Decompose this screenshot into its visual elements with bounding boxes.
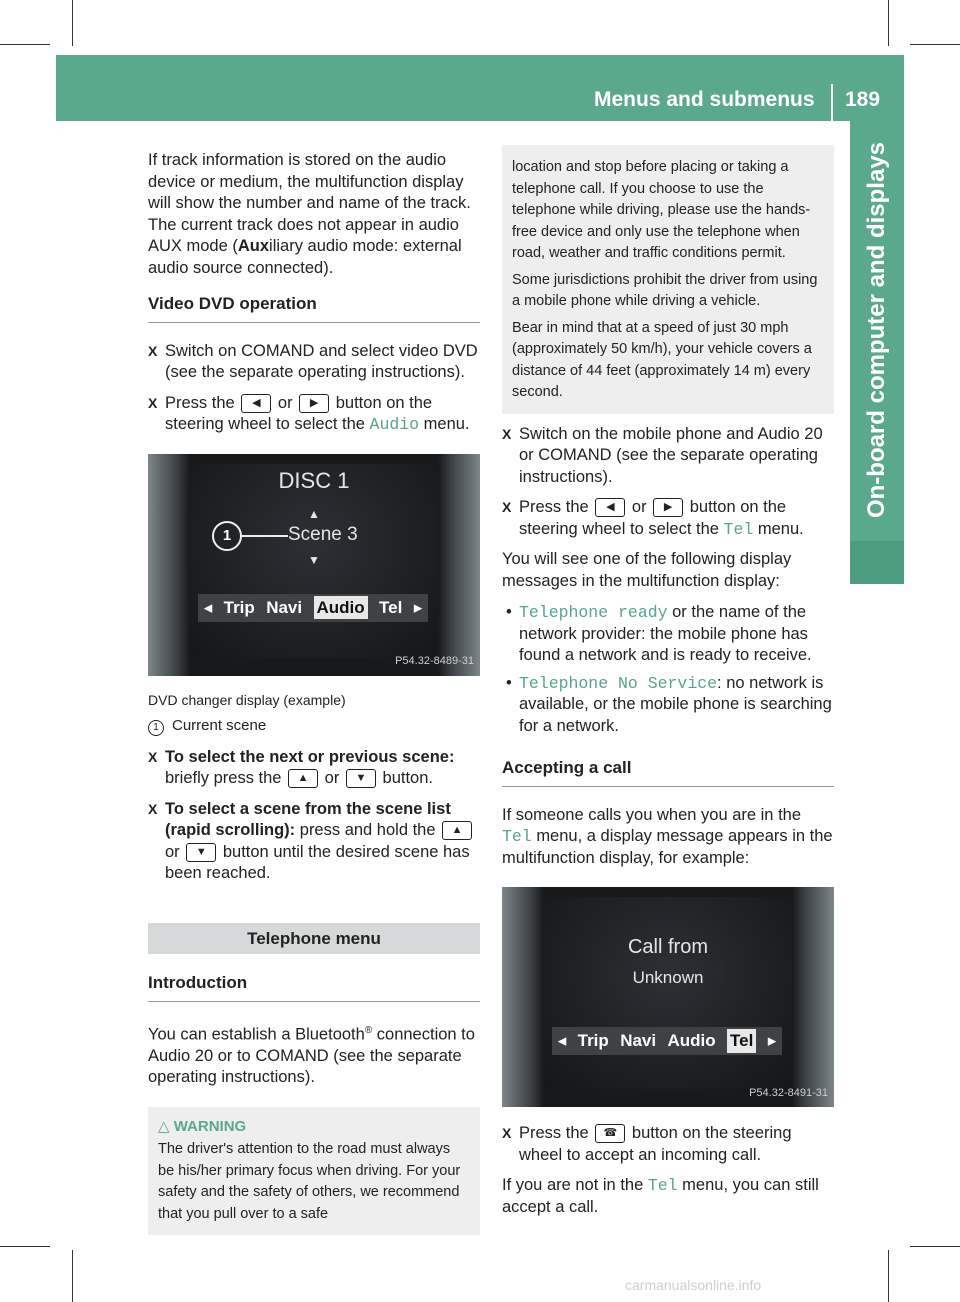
crop-mark	[0, 1246, 50, 1247]
menu-item-navi: Navi	[266, 597, 303, 617]
menu-item-trip: Trip	[577, 1031, 609, 1051]
bullet-item: • Telephone ready or the name of the network provider: the mobile phone has found a network and is ready to receive.	[506, 603, 812, 664]
crop-mark	[72, 1250, 73, 1302]
step-item: X Press the ◀ or ▶ button on the steering wheel to select the Audio menu.	[148, 393, 470, 434]
side-tab-block	[850, 541, 904, 584]
warning-text: Bear in mind that at a speed of just 30 mph (approximately 50 km/h), your vehicle covers a distance of 44 feet (approximately 14 m) every second.	[512, 319, 812, 400]
accept-paragraph: If someone calls you when you are in the Tel menu, a display message appears in the multifunction display, for example:	[502, 805, 833, 867]
image-code: P54.32-8489-31	[395, 655, 474, 667]
accepting-call-heading: Accepting a call	[502, 757, 834, 787]
crop-mark	[910, 1246, 960, 1247]
scroll-up-icon: ▲	[308, 506, 320, 521]
page-number: 189	[845, 88, 881, 111]
legend: 1 Current scene	[148, 715, 480, 737]
header-divider	[831, 84, 833, 121]
warning-box-continued	[502, 145, 834, 414]
image-code: P54.32-8491-31	[749, 1086, 828, 1099]
up-button-icon: ▲	[442, 821, 472, 840]
phone-button-icon: ☎	[595, 1124, 625, 1143]
right-arrow-icon: ▸	[767, 1031, 777, 1051]
warning-text: location and stop before placing or taking a telephone call. If you choose to use the telephone while driving, please use the hands-free device and only use the telephone when road, weather and traffic conditions permit.	[512, 159, 811, 261]
menu-item-trip: Trip	[223, 597, 255, 617]
left-arrow-button-icon: ◀	[241, 394, 271, 413]
down-button-icon: ▼	[186, 843, 216, 862]
figure-caption: DVD changer display (example)	[148, 691, 346, 708]
crop-mark	[888, 0, 889, 46]
step-item: X Switch on the mobile phone and Audio 20 or COMAND (see the separate operating instructions).	[502, 424, 823, 486]
step-item: X Press the ◀ or ▶ button on the steering wheel to select the Tel menu.	[502, 498, 804, 539]
menu-item-audio: Audio	[667, 1031, 716, 1051]
left-arrow-icon: ◂	[557, 1031, 567, 1051]
scene-label: Scene 3	[288, 523, 358, 545]
crop-mark	[888, 1250, 889, 1302]
down-button-icon: ▼	[346, 769, 376, 788]
callout-marker: 1	[212, 521, 242, 551]
introduction-heading: Introduction	[148, 972, 480, 1002]
step-item: X To select a scene from the scene list (rapid scrolling): press and hold the ▲ or ▼ button until the desired scene has been reached.	[148, 799, 480, 885]
scroll-down-icon: ▼	[308, 552, 320, 567]
up-button-icon: ▲	[288, 769, 318, 788]
crop-mark	[72, 0, 73, 46]
left-column	[148, 150, 480, 1235]
bluetooth-paragraph: You can establish a Bluetooth® connection to Audio 20 or to COMAND (see the separate operating instructions).	[148, 1024, 475, 1086]
call-display-image	[502, 887, 834, 1107]
watermark: carmanualsonline.info	[625, 1277, 762, 1293]
warning-text: The driver's attention to the road must always be his/her primary focus when driving. For your safety and the safety of others, we recommend that you pull over to a safe	[158, 1141, 461, 1222]
display-intro: You will see one of the following display messages in the multifunction display:	[502, 550, 792, 590]
crop-mark	[0, 44, 50, 45]
chapter-tab-label: On-board computer and displays	[863, 141, 890, 519]
menu-item-audio: Audio	[314, 596, 368, 620]
video-dvd-heading: Video DVD operation	[148, 293, 480, 323]
caller-label: Unknown	[632, 968, 704, 987]
dvd-display-image	[148, 454, 480, 676]
bullet-item: • Telephone No Service: no network is available, or the mobile phone is searching for a network.	[506, 673, 832, 735]
menu-bar	[552, 1027, 782, 1055]
section-title: Menus and submenus	[594, 88, 815, 111]
callout-line	[242, 535, 288, 537]
not-in-tel-paragraph: If you are not in the Tel menu, you can still accept a call.	[502, 1176, 819, 1216]
warning-box	[148, 1107, 480, 1236]
warning-text: Some jurisdictions prohibit the driver from using a mobile phone while driving a vehicle.	[512, 271, 818, 309]
crop-mark	[910, 44, 960, 45]
warning-title: △ WARNING	[158, 1117, 247, 1135]
right-arrow-button-icon: ▶	[299, 394, 329, 413]
step-item: X Switch on COMAND and select video DVD (see the separate operating instructions).	[148, 341, 478, 381]
menu-item-tel: Tel	[727, 1029, 756, 1053]
right-arrow-button-icon: ▶	[653, 498, 683, 517]
call-from-label: Call from	[627, 936, 708, 958]
right-arrow-icon: ▸	[413, 597, 423, 617]
left-arrow-button-icon: ◀	[595, 498, 625, 517]
menu-bar	[198, 594, 428, 622]
right-column	[502, 145, 834, 1228]
left-arrow-icon: ◂	[203, 597, 213, 617]
telephone-menu-heading: Telephone menu	[148, 923, 480, 955]
menu-item-navi: Navi	[620, 1031, 657, 1051]
menu-item-tel: Tel	[379, 597, 403, 617]
intro-paragraph: If track information is stored on the audio device or medium, the multifunction display will show the number and name of the track. The current track does not appear in audio AUX mode (Auxiliary audio mode: external audio source connected).	[148, 151, 471, 277]
warning-icon: △	[158, 1117, 174, 1135]
disc-label: DISC 1	[278, 467, 350, 493]
step-item: X Press the ☎ button on the steering wheel to accept an incoming call.	[502, 1124, 792, 1164]
step-item: X To select the next or previous scene: briefly press the ▲ or ▼ button.	[148, 747, 455, 787]
